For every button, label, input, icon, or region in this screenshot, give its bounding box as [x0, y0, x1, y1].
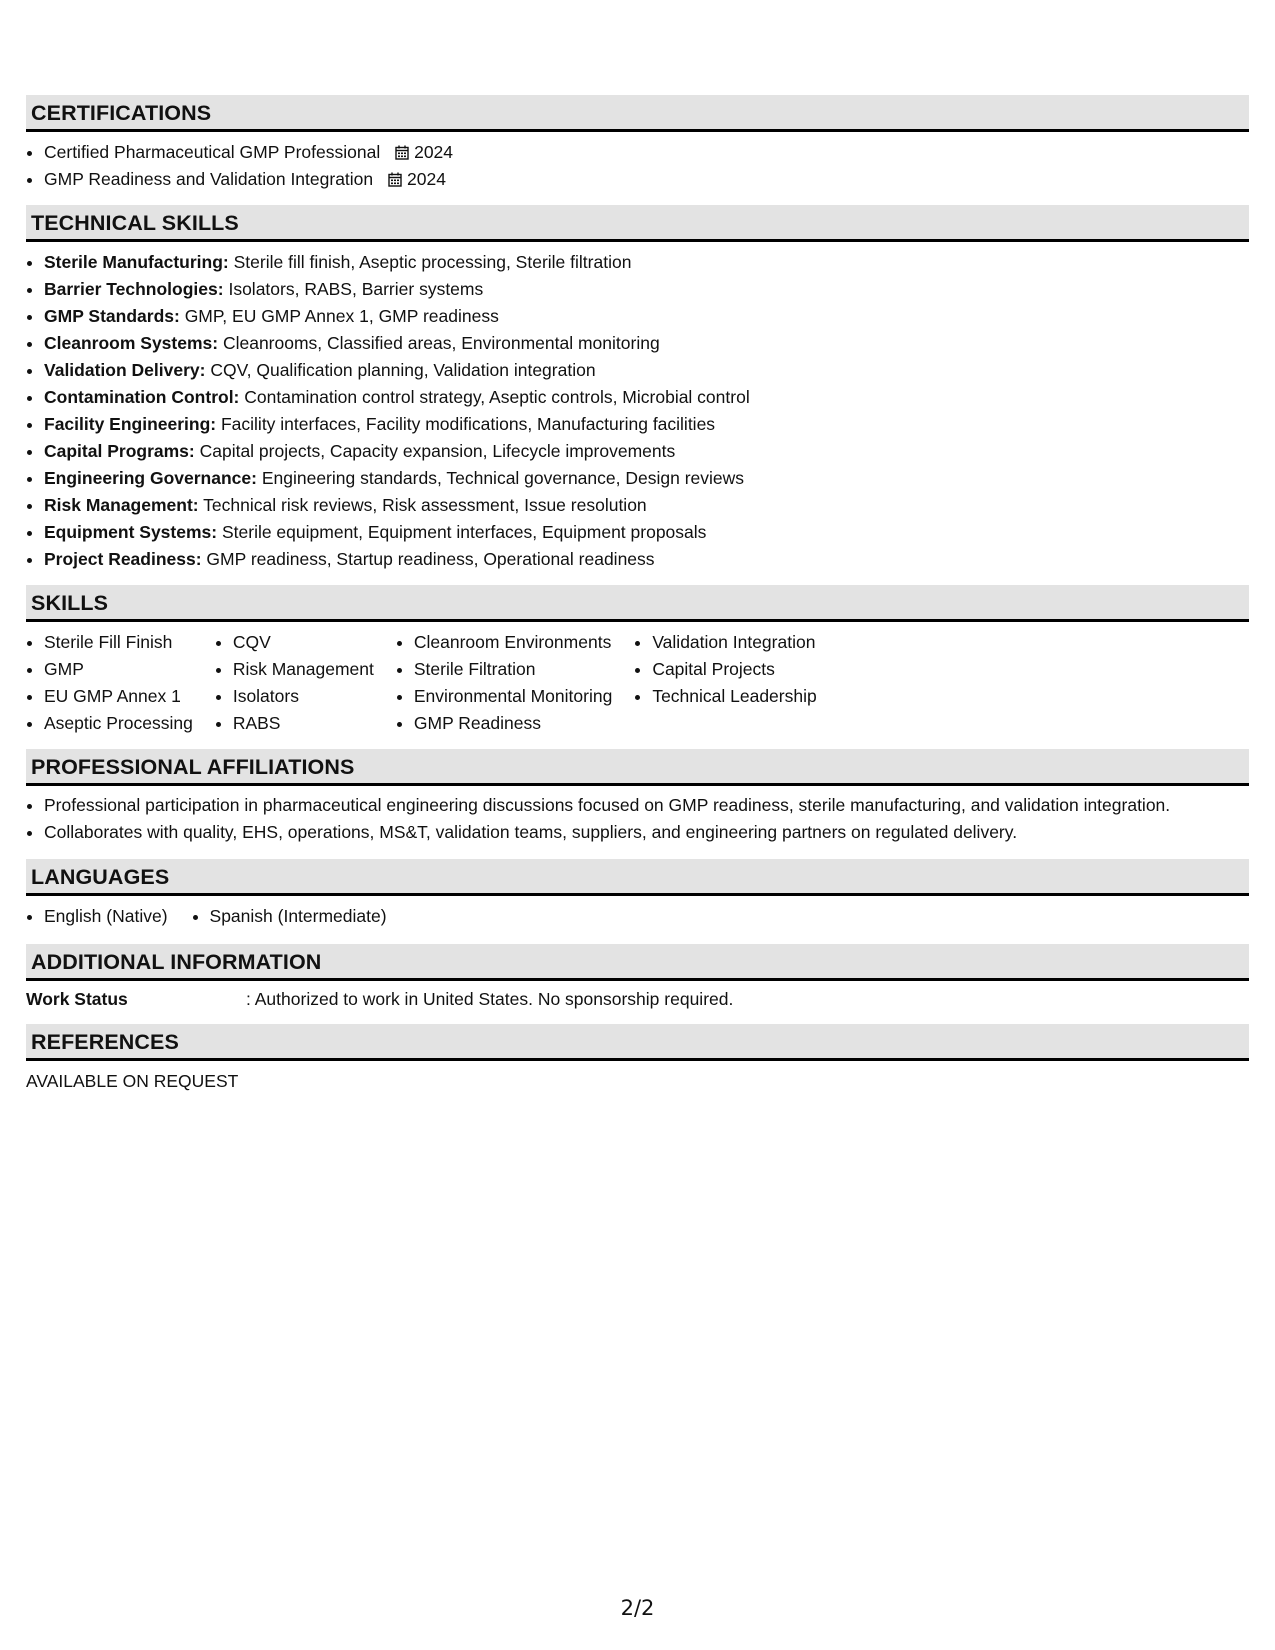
certification-year: 2024 [407, 169, 446, 189]
skill-details: Cleanrooms, Classified areas, Environmental monitoring [218, 333, 660, 353]
section-heading: REFERENCES [26, 1024, 1249, 1061]
list-item [44, 411, 1249, 438]
list-item [44, 166, 1249, 193]
list-item: • Validation Integration [652, 629, 816, 656]
list-item: • Collaborates with quality, EHS, operations, MS&T, validation teams, suppliers, and engineering partners on regulated delivery. [44, 820, 1249, 844]
list-item: • EU GMP Annex 1 [44, 683, 193, 710]
skill-details: Engineering standards, Technical governance, Design reviews [256, 468, 745, 488]
skills-grid [26, 622, 1249, 749]
skill-category: Risk Management: [44, 495, 199, 515]
list-item: • Aseptic Processing [44, 710, 193, 737]
calendar-icon [388, 172, 402, 187]
skill-category: Barrier Technologies: [44, 279, 224, 299]
certification-name: Certified Pharmaceutical GMP Professional [44, 142, 381, 162]
technical-skills-list [26, 242, 1249, 585]
skill-category: Validation Delivery: [44, 360, 206, 380]
list-item [44, 465, 1249, 492]
list-item [44, 438, 1249, 465]
list-item: • Technical Leadership [652, 683, 816, 710]
skill-details: GMP readiness, Startup readiness, Operational readiness [201, 549, 655, 569]
list-item [44, 330, 1249, 357]
list-item [44, 276, 1249, 303]
list-item: • Isolators [233, 683, 374, 710]
list-item: • RABS [233, 710, 374, 737]
list-item: • Sterile Filtration [414, 656, 612, 683]
section-heading: CERTIFICATIONS [26, 95, 1249, 132]
references-text: AVAILABLE ON REQUEST [26, 1071, 239, 1091]
work-status-row [26, 981, 1249, 1024]
skills-column [396, 629, 612, 737]
skill-details: GMP, EU GMP Annex 1, GMP readiness [179, 306, 499, 326]
work-status-value: : Authorized to work in United States. No sponsorship required. [246, 989, 734, 1009]
section-heading: SKILLS [26, 585, 1249, 622]
skill-category: Sterile Manufacturing: [44, 252, 229, 272]
skills-column [26, 629, 193, 737]
affiliations-section [26, 749, 1249, 859]
skill-details: Isolators, RABS, Barrier systems [223, 279, 484, 299]
skill-category: Project Readiness: [44, 549, 202, 569]
languages-column [26, 903, 168, 930]
certifications-list [26, 132, 1249, 205]
list-item: • Professional participation in pharmaceutical engineering discussions focused on GMP readiness, sterile manufacturing, and validation integration. [44, 793, 1249, 817]
list-item [44, 546, 1249, 573]
section-heading: ADDITIONAL INFORMATION [26, 944, 1249, 981]
list-item: • CQV [233, 629, 374, 656]
list-item: • GMP Readiness [414, 710, 612, 737]
section-heading: LANGUAGES [26, 859, 1249, 896]
list-item: • Risk Management [233, 656, 374, 683]
skill-details: Contamination control strategy, Aseptic controls, Microbial control [239, 387, 750, 407]
technical-skills-section [26, 205, 1249, 585]
additional-info-section [26, 944, 1249, 1024]
section-heading: TECHNICAL SKILLS [26, 205, 1249, 242]
skill-category: GMP Standards: [44, 306, 180, 326]
languages-row [26, 896, 1249, 944]
skill-details: Capital projects, Capacity expansion, Lifecycle improvements [194, 441, 676, 461]
list-item: • Capital Projects [652, 656, 816, 683]
skills-column [215, 629, 374, 737]
list-item [44, 492, 1249, 519]
resume-page [26, 95, 1249, 1092]
skills-column [634, 629, 816, 737]
list-item [44, 357, 1249, 384]
certification-name: GMP Readiness and Validation Integration [44, 169, 374, 189]
skill-details: Sterile equipment, Equipment interfaces, Equipment proposals [217, 522, 707, 542]
section-heading: PROFESSIONAL AFFILIATIONS [26, 749, 1249, 786]
page-number: 2/2 [620, 1596, 655, 1620]
list-item: • Sterile Fill Finish [44, 629, 193, 656]
references-section [26, 1024, 1249, 1092]
skill-details: CQV, Qualification planning, Validation integration [205, 360, 596, 380]
list-item: • Environmental Monitoring [414, 683, 612, 710]
skill-category: Cleanroom Systems: [44, 333, 219, 353]
work-status-label: Work Status [26, 989, 128, 1009]
list-item: • Cleanroom Environments [414, 629, 612, 656]
skill-category: Equipment Systems: [44, 522, 218, 542]
list-item: • GMP [44, 656, 193, 683]
skill-category: Contamination Control: [44, 387, 240, 407]
certifications-section [26, 95, 1249, 205]
calendar-icon [395, 145, 409, 160]
list-item: • English (Native) [44, 903, 168, 930]
skill-category: Capital Programs: [44, 441, 195, 461]
skill-category: Facility Engineering: [44, 414, 217, 434]
list-item: • Spanish (Intermediate) [210, 903, 387, 930]
list-item [44, 384, 1249, 411]
list-item [44, 303, 1249, 330]
skills-section [26, 585, 1249, 749]
skill-details: Technical risk reviews, Risk assessment, Issue resolution [198, 495, 647, 515]
list-item [44, 139, 1249, 166]
certification-year: 2024 [414, 142, 454, 162]
skill-details: Sterile fill finish, Aseptic processing, Sterile filtration [228, 252, 632, 272]
languages-column [192, 903, 387, 930]
list-item [44, 519, 1249, 546]
affiliations-list [26, 786, 1249, 859]
languages-section [26, 859, 1249, 944]
list-item [44, 249, 1249, 276]
skill-category: Engineering Governance: [44, 468, 257, 488]
skill-details: Facility interfaces, Facility modifications, Manufacturing facilities [216, 414, 716, 434]
